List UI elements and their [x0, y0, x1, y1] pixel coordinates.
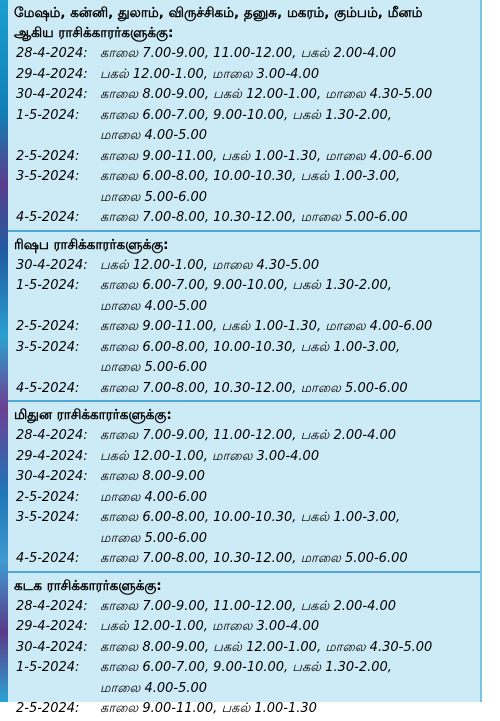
rasi-section [8, 402, 480, 573]
schedule-row [8, 638, 480, 659]
schedule-date: 30-4-2024: [16, 469, 88, 484]
time-line: காலை 6.00-7.00, 9.00-10.00, பகல் 1.30-2.00, [100, 660, 392, 675]
time-line: பகல் 12.00-1.00, மாலை 4.30-5.00 [100, 257, 320, 273]
schedule-date: 1-5-2024: [16, 107, 80, 123]
schedule-times [100, 256, 480, 277]
schedule-row [8, 167, 480, 208]
schedule-date: 3-5-2024: [16, 339, 80, 355]
time-line: காலை 7.00-9.00, 11.00-12.00, பகல் 2.00-4.00 [100, 428, 397, 443]
time-line: மாலை 4.00-5.00 [100, 298, 208, 314]
schedule-date: 2-5-2024: [16, 701, 80, 716]
schedule-row [8, 44, 480, 65]
time-line: மாலை 4.00-6.00 [100, 489, 208, 505]
time-line: காலை 7.00-8.00, 10.30-12.00, மாலை 5.00-6.00 [100, 380, 408, 396]
time-line: காலை 9.00-11.00, பகல் 1.00-1.30, மாலை 4.00-6.00 [100, 148, 433, 164]
rasi-section [8, 0, 480, 232]
time-line: காலை 9.00-11.00, பகல் 1.00-1.30 [100, 701, 317, 716]
schedule-date: 28-4-2024: [16, 598, 88, 614]
schedule-date: 2-5-2024: [16, 489, 80, 505]
time-line: மாலை 5.00-6.00 [100, 189, 208, 205]
schedule-times [100, 617, 480, 638]
schedule-row [8, 597, 480, 618]
schedule-date: 4-5-2024: [16, 210, 80, 225]
time-line: காலை 8.00-9.00, பகல் 12.00-1.00, மாலை 4.30-5.00 [100, 639, 433, 655]
schedule-row [8, 549, 480, 570]
time-line: மாலை 5.00-6.00 [100, 360, 208, 375]
schedule-date: 1-5-2024: [16, 278, 80, 293]
schedule-row [8, 317, 480, 338]
schedule-times [100, 85, 480, 106]
schedule-date: 4-5-2024: [16, 551, 80, 566]
schedule-date: 28-4-2024: [16, 46, 88, 61]
time-line: காலை 8.00-9.00 [100, 469, 205, 484]
schedule-row [8, 256, 480, 277]
schedule-date: 2-5-2024: [16, 319, 80, 334]
timetable-panel [8, 0, 482, 716]
schedule-date: 29-4-2024: [16, 448, 88, 464]
schedule-times [100, 658, 480, 699]
heading-line: மிதுன ராசிக்காரர்களுக்கு: [14, 407, 172, 423]
schedule-date: 30-4-2024: [16, 257, 88, 273]
schedule-row [8, 658, 480, 699]
heading-line: கடக ராசிக்காரர்களுக்கு: [14, 577, 162, 594]
schedule-times [100, 508, 480, 549]
schedule-times [100, 167, 480, 208]
schedule-times [100, 338, 480, 379]
time-line: காலை 6.00-8.00, 10.00-10.30, பகல் 1.00-3.00, [100, 339, 401, 355]
schedule-row [8, 379, 480, 400]
schedule-date: 30-4-2024: [16, 87, 88, 102]
rasi-section [8, 573, 480, 721]
schedule-row [8, 338, 480, 379]
heading-line: ரிஷப ராசிக்காரர்களுக்கு: [14, 236, 169, 253]
time-line: மாலை 4.00-5.00 [100, 128, 208, 143]
schedule-row [8, 276, 480, 317]
schedule-date: 1-5-2024: [16, 660, 80, 675]
left-color-strip [0, 0, 8, 702]
time-line: காலை 7.00-8.00, 10.30-12.00, மாலை 5.00-6.00 [100, 210, 408, 225]
heading-line: ஆகிய ராசிக்காரர்களுக்கு: [14, 25, 174, 41]
schedule-row [8, 467, 480, 488]
schedule-row [8, 426, 480, 447]
schedule-date: 3-5-2024: [16, 510, 80, 525]
schedule-times [100, 379, 480, 400]
section-heading [8, 573, 480, 597]
schedule-times [100, 447, 480, 468]
schedule-times [100, 488, 480, 509]
schedule-row [8, 147, 480, 168]
schedule-times [100, 549, 480, 570]
schedule-times [100, 597, 480, 618]
time-line: காலை 6.00-8.00, 10.00-10.30, பகல் 1.00-3.00, [100, 169, 401, 184]
time-line: காலை 6.00-8.00, 10.00-10.30, பகல் 1.00-3.00, [100, 510, 401, 525]
time-line: காலை 7.00-8.00, 10.30-12.00, மாலை 5.00-6.00 [100, 551, 408, 566]
schedule-times [100, 208, 480, 229]
time-line: மாலை 5.00-6.00 [100, 530, 208, 546]
schedule-date: 29-4-2024: [16, 66, 88, 82]
schedule-times [100, 638, 480, 659]
time-line: காலை 6.00-7.00, 9.00-10.00, பகல் 1.30-2.00, [100, 107, 392, 123]
time-line: மாலை 4.00-5.00 [100, 680, 208, 696]
time-line: பகல் 12.00-1.00, மாலை 3.00-4.00 [100, 619, 320, 634]
schedule-times [100, 317, 480, 338]
time-line: காலை 9.00-11.00, பகல் 1.00-1.30, மாலை 4.00-6.00 [100, 319, 433, 334]
rasi-section [8, 232, 480, 403]
schedule-date: 30-4-2024: [16, 639, 88, 655]
schedule-row [8, 85, 480, 106]
schedule-row [8, 699, 480, 720]
time-line: காலை 8.00-9.00, பகல் 12.00-1.00, மாலை 4.30-5.00 [100, 87, 433, 102]
schedule-times [100, 699, 480, 720]
schedule-times [100, 467, 480, 488]
time-line: காலை 7.00-9.00, 11.00-12.00, பகல் 2.00-4.00 [100, 598, 397, 614]
schedule-times [100, 426, 480, 447]
time-line: பகல் 12.00-1.00, மாலை 3.00-4.00 [100, 66, 320, 82]
schedule-row [8, 617, 480, 638]
schedule-date: 29-4-2024: [16, 619, 88, 634]
schedule-times [100, 106, 480, 147]
schedule-row [8, 106, 480, 147]
time-line: காலை 6.00-7.00, 9.00-10.00, பகல் 1.30-2.00, [100, 278, 392, 293]
section-heading [8, 402, 480, 426]
schedule-date: 4-5-2024: [16, 380, 80, 396]
schedule-row [8, 447, 480, 468]
schedule-row [8, 65, 480, 86]
schedule-times [100, 44, 480, 65]
schedule-times [100, 65, 480, 86]
heading-line: மேஷம், கன்னி, துலாம், விருச்சிகம், தனுசு, மகரம், கும்பம், மீனம் [14, 5, 423, 21]
section-heading [8, 0, 480, 44]
schedule-times [100, 147, 480, 168]
schedule-date: 28-4-2024: [16, 428, 88, 443]
time-line: காலை 7.00-9.00, 11.00-12.00, பகல் 2.00-4.00 [100, 46, 397, 61]
section-heading [8, 232, 480, 256]
schedule-row [8, 508, 480, 549]
schedule-date: 2-5-2024: [16, 148, 80, 164]
schedule-row [8, 208, 480, 229]
schedule-date: 3-5-2024: [16, 169, 80, 184]
time-line: பகல் 12.00-1.00, மாலை 3.00-4.00 [100, 448, 320, 464]
schedule-row [8, 488, 480, 509]
schedule-times [100, 276, 480, 317]
